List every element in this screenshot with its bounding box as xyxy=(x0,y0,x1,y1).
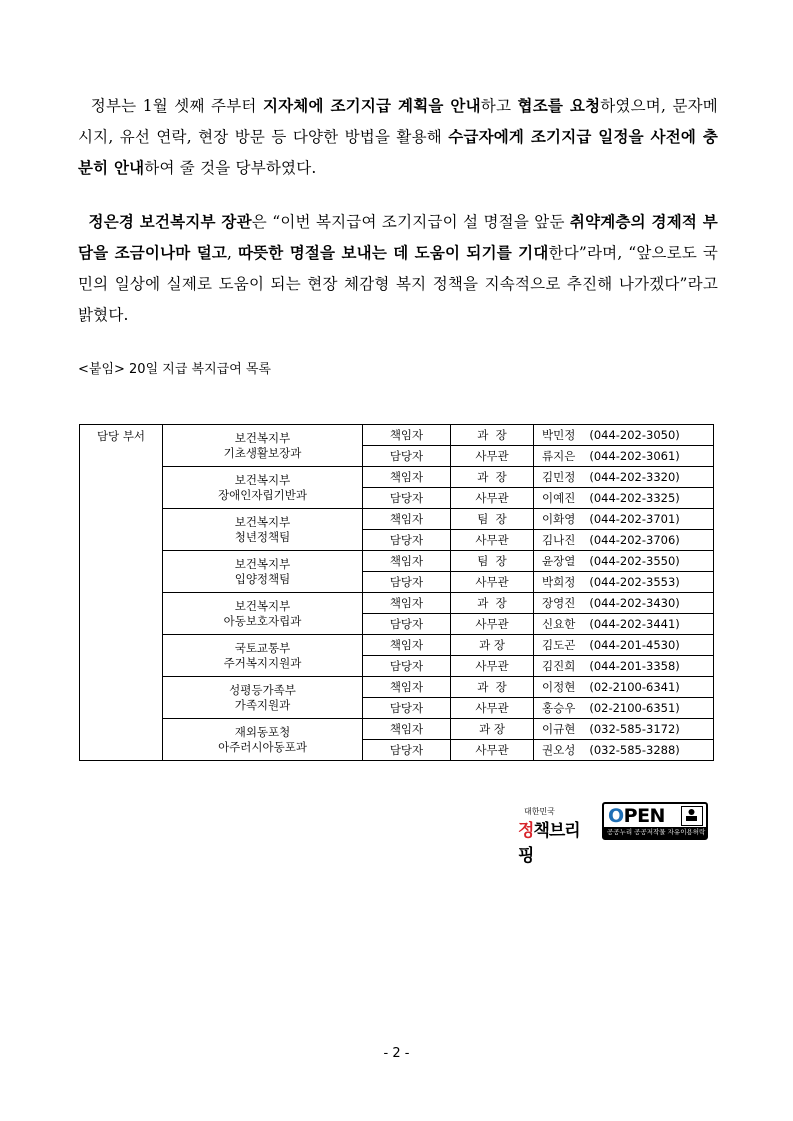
person-cell xyxy=(534,467,714,488)
title-cell: 사무관 xyxy=(451,740,534,761)
logo-main-text xyxy=(518,816,594,866)
phone-number: (02-2100-6341) xyxy=(589,679,680,694)
dept-cell xyxy=(163,635,363,677)
person-name: 류지은 xyxy=(542,448,576,463)
role-cell: 책임자 xyxy=(363,509,451,530)
bold-text-run: 지자체에 조기지급 계획을 안내 xyxy=(262,97,481,115)
person-cell xyxy=(534,719,714,740)
title-cell: 사무관 xyxy=(451,698,534,719)
dept-header-label: 담당 부서 xyxy=(80,425,163,761)
phone-number: (044-202-3320) xyxy=(589,469,680,484)
dept-cell xyxy=(163,551,363,593)
bold-text-run: 따뜻한 명절을 보내는 데 도움이 되기를 기대 xyxy=(237,244,549,262)
person-name: 이예진 xyxy=(542,490,576,505)
division-name: 입양정책팀 xyxy=(234,571,291,586)
person-name: 이규현 xyxy=(542,721,576,736)
bold-text-run: 협조를 요청 xyxy=(517,97,601,115)
title-cell: 팀 장 xyxy=(451,551,534,572)
division-name: 주거복지지원과 xyxy=(223,655,302,670)
text-run: , xyxy=(227,244,238,262)
person-cell xyxy=(534,614,714,635)
page-number: - 2 - xyxy=(383,1046,410,1061)
title-cell: 과 장 xyxy=(451,719,534,740)
title-cell: 과 장 xyxy=(451,425,534,446)
phone-number: (044-202-3061) xyxy=(589,448,680,463)
role-cell: 담당자 xyxy=(363,740,451,761)
phone-number: (044-202-3441) xyxy=(589,616,680,631)
table-row xyxy=(80,593,714,614)
phone-number: (044-202-3701) xyxy=(589,511,680,526)
person-cell xyxy=(534,425,714,446)
role-cell: 담당자 xyxy=(363,488,451,509)
person-cell xyxy=(534,677,714,698)
dept-cell xyxy=(163,677,363,719)
division-name: 아동보호자립과 xyxy=(223,613,302,628)
person-cell xyxy=(534,509,714,530)
person-name: 장영진 xyxy=(542,595,576,610)
division-name: 청년정책팀 xyxy=(234,529,291,544)
logo-rest-text: 책브리핑 xyxy=(518,821,580,866)
role-cell: 담당자 xyxy=(363,446,451,467)
text-run: 하고 xyxy=(480,97,518,115)
logo-small-text: 대한민국 xyxy=(524,807,555,816)
title-cell: 사무관 xyxy=(451,572,534,593)
phone-number: (044-202-3430) xyxy=(589,595,680,610)
text-run: 하여 줄 것을 당부하였다. xyxy=(144,159,317,177)
person-cell xyxy=(534,635,714,656)
bold-text-run: 정은경 보건복지부 장관 xyxy=(88,213,252,231)
person-cell xyxy=(534,530,714,551)
person-name: 박희정 xyxy=(542,574,576,589)
role-cell: 담당자 xyxy=(363,656,451,677)
division-name: 가족지원과 xyxy=(234,697,291,712)
open-word xyxy=(608,805,665,827)
role-cell: 책임자 xyxy=(363,593,451,614)
role-cell: 책임자 xyxy=(363,467,451,488)
text-run: 은 “이번 복지급여 조기지급이 설 명절을 앞둔 xyxy=(251,213,570,231)
bold-text-run: 취약계층의 경제적 부담을 조금이나마 덜고 xyxy=(78,213,718,262)
title-cell: 사무관 xyxy=(451,488,534,509)
table-row xyxy=(80,425,714,446)
division-name: 기초생활보장과 xyxy=(223,445,302,460)
role-cell: 담당자 xyxy=(363,698,451,719)
person-name: 권오성 xyxy=(542,742,576,757)
phone-number: (02-2100-6351) xyxy=(589,700,680,715)
open-o: O xyxy=(608,805,624,827)
phone-number: (044-202-3550) xyxy=(589,553,680,568)
phone-number: (032-585-3172) xyxy=(589,721,680,736)
role-cell: 책임자 xyxy=(363,551,451,572)
ministry-name: 보건복지부 xyxy=(234,514,291,529)
title-cell: 과 장 xyxy=(451,635,534,656)
paragraph-2 xyxy=(78,207,718,331)
dept-cell xyxy=(163,509,363,551)
person-name: 박민정 xyxy=(542,427,576,442)
open-rest: PEN xyxy=(623,805,665,827)
title-cell: 사무관 xyxy=(451,614,534,635)
role-cell: 담당자 xyxy=(363,614,451,635)
ministry-name: 보건복지부 xyxy=(234,430,291,445)
person-name: 이화영 xyxy=(542,511,576,526)
ministry-name: 성평등가족부 xyxy=(229,682,296,697)
division-name: 장애인자립기반과 xyxy=(218,487,307,502)
text-run: 정부는 1월 셋째 주부터 xyxy=(90,97,263,115)
person-name: 윤장열 xyxy=(542,553,576,568)
text-run: 한다”라며, “앞으로도 국민의 일상에 실제로 도움이 되는 현장 체감형 복지 정책을 지속적으로 추진해 나가겠다”라고 밝혔다. xyxy=(78,244,718,324)
dept-cell xyxy=(163,719,363,761)
person-name: 신요한 xyxy=(542,616,576,631)
person-cell xyxy=(534,488,714,509)
title-cell: 과 장 xyxy=(451,467,534,488)
contacts-table xyxy=(79,424,714,761)
attachment-label: <붙임> 20일 지급 복지급여 목록 xyxy=(78,362,271,377)
phone-number: (044-201-3358) xyxy=(589,658,680,673)
title-cell: 사무관 xyxy=(451,530,534,551)
phone-number: (044-201-4530) xyxy=(589,637,680,652)
person-name: 김도곤 xyxy=(542,637,576,652)
paragraph-1 xyxy=(78,91,718,184)
dept-cell xyxy=(163,467,363,509)
person-cell xyxy=(534,656,714,677)
policy-briefing-logo xyxy=(518,806,594,866)
ministry-name: 보건복지부 xyxy=(234,556,291,571)
title-cell: 과 장 xyxy=(451,593,534,614)
phone-number: (044-202-3325) xyxy=(589,490,680,505)
title-cell: 사무관 xyxy=(451,446,534,467)
bold-text-run: 수급자에게 조기지급 일정을 사전에 충분히 안내 xyxy=(78,128,718,177)
role-cell: 담당자 xyxy=(363,530,451,551)
table-row xyxy=(80,509,714,530)
title-cell: 팀 장 xyxy=(451,509,534,530)
phone-number: (044-202-3553) xyxy=(589,574,680,589)
phone-number: (044-202-3706) xyxy=(589,532,680,547)
person-name: 이정현 xyxy=(542,679,576,694)
ministry-name: 보건복지부 xyxy=(234,598,291,613)
logo-red-text: 정 xyxy=(518,821,534,841)
role-cell: 책임자 xyxy=(363,677,451,698)
person-cell xyxy=(534,593,714,614)
title-cell: 사무관 xyxy=(451,656,534,677)
dept-cell xyxy=(163,425,363,467)
attribution-icon xyxy=(681,806,703,826)
role-cell: 담당자 xyxy=(363,572,451,593)
ministry-name: 보건복지부 xyxy=(234,472,291,487)
division-name: 아주러시아동포과 xyxy=(218,739,307,754)
person-cell xyxy=(534,572,714,593)
phone-number: (032-585-3288) xyxy=(589,742,680,757)
table-row xyxy=(80,551,714,572)
open-license-strip: 공공누리 공공저작물 자유이용허락 xyxy=(604,827,706,838)
footer-logos xyxy=(518,802,710,866)
ministry-name: 재외동포청 xyxy=(234,724,291,739)
role-cell: 책임자 xyxy=(363,719,451,740)
role-cell: 책임자 xyxy=(363,635,451,656)
person-cell xyxy=(534,740,714,761)
table-row xyxy=(80,719,714,740)
person-cell xyxy=(534,698,714,719)
open-license-logo xyxy=(602,802,708,840)
dept-cell xyxy=(163,593,363,635)
person-name: 김진희 xyxy=(542,658,576,673)
person-name: 김나진 xyxy=(542,532,576,547)
person-name: 홍승우 xyxy=(542,700,576,715)
table-row xyxy=(80,635,714,656)
person-cell xyxy=(534,446,714,467)
table-row xyxy=(80,677,714,698)
table-row xyxy=(80,467,714,488)
text-run: 하였으며, 문자메시지, 유선 연락, 현장 방문 등 다양한 방법을 활용해 xyxy=(78,97,718,146)
title-cell: 과 장 xyxy=(451,677,534,698)
person-name: 김민정 xyxy=(542,469,576,484)
ministry-name: 국토교통부 xyxy=(234,640,291,655)
person-cell xyxy=(534,551,714,572)
phone-number: (044-202-3050) xyxy=(589,427,680,442)
role-cell: 책임자 xyxy=(363,425,451,446)
